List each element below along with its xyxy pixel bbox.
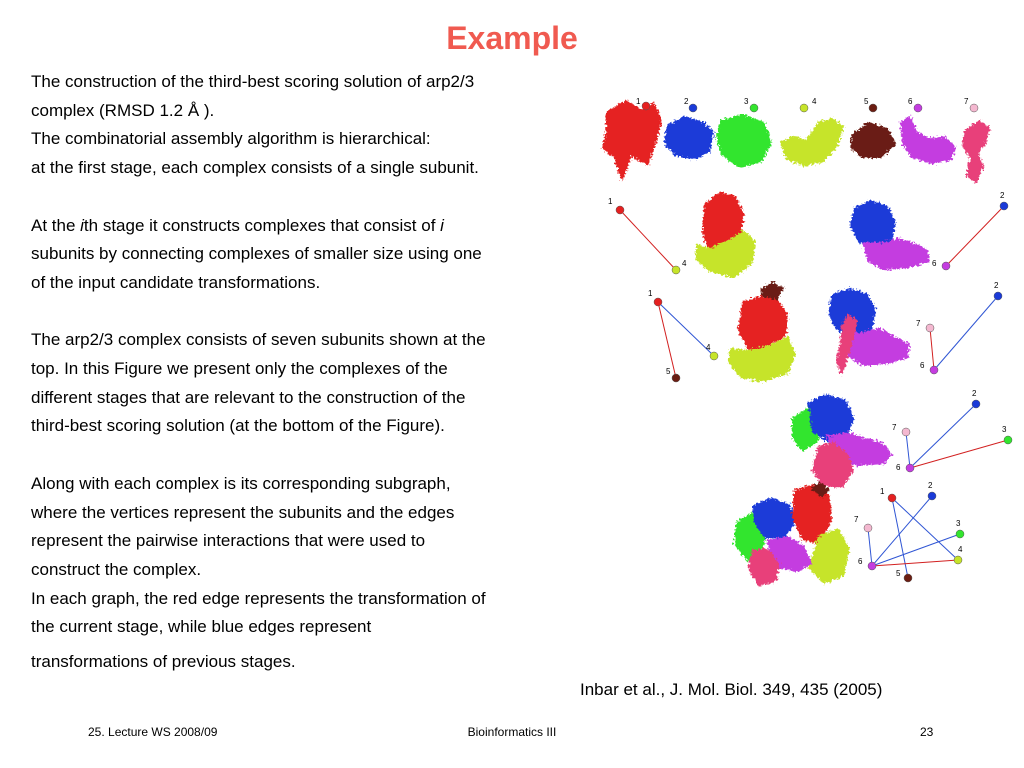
- body-line: different stages that are relevant to the construction of the: [31, 387, 466, 407]
- red-edge: [930, 328, 934, 370]
- node-4: [954, 556, 962, 564]
- row-final-solution: [734, 481, 964, 586]
- node-label: 1: [608, 197, 613, 206]
- node-6: [906, 464, 914, 472]
- body-text-span: th stage it constructs complexes that consist of: [83, 215, 441, 235]
- body-line: subunits by connecting complexes of smaller size using one: [31, 244, 482, 264]
- subunit-4-yellow-green: [780, 118, 844, 166]
- node-5: [869, 104, 877, 112]
- body-line: [31, 212, 571, 241]
- node-label: 7: [854, 515, 859, 524]
- blue-edge: [934, 296, 998, 370]
- slide-body: [31, 68, 571, 677]
- body-line: the current stage, while blue edges represent: [31, 617, 372, 637]
- row-stage-4: [792, 389, 1012, 488]
- body-line: In each graph, the red edge represents the transformation of: [31, 588, 486, 608]
- graph-2-3-6-7: [892, 389, 1012, 472]
- subunit-3-green: [716, 114, 772, 168]
- node-label: 2: [684, 97, 689, 106]
- node-6: [868, 562, 876, 570]
- complex-2-6-7: [828, 288, 910, 376]
- paragraph-gap: [31, 441, 571, 470]
- body-line: of the input candidate transformations.: [31, 272, 321, 292]
- footer-lecture: 25. Lecture WS 2008/09: [88, 725, 218, 739]
- subunit-6-purple: [900, 116, 956, 164]
- subunit-1-red: [602, 100, 662, 182]
- node-3: [956, 530, 964, 538]
- graph-1-4: [608, 197, 687, 274]
- node-label: 4: [958, 545, 963, 554]
- row-stage-3: [648, 281, 1002, 382]
- body-line: third-best scoring solution (at the bottom of the Figure).: [31, 416, 445, 436]
- graph-2-6: [932, 191, 1008, 270]
- node-label: 5: [864, 97, 869, 106]
- citation: Inbar et al., J. Mol. Biol. 349, 435 (2005): [580, 680, 883, 699]
- paragraph-gap: [31, 183, 571, 212]
- slide-title: Example: [446, 20, 578, 56]
- paragraph-gap: [31, 298, 571, 327]
- node-3: [1004, 436, 1012, 444]
- node-2: [972, 400, 980, 408]
- node-label: 1: [648, 289, 653, 298]
- node-5: [672, 374, 680, 382]
- node-label: 6: [858, 557, 863, 566]
- node-2: [689, 104, 697, 112]
- node-7: [864, 524, 872, 532]
- red-edge: [946, 206, 1004, 266]
- graph-2-6-7: [916, 281, 1002, 374]
- complex-2-3-6-7: [792, 394, 892, 488]
- italic-i: i: [80, 215, 84, 235]
- node-label: 4: [706, 343, 711, 352]
- body-line: construct the complex.: [31, 559, 202, 579]
- node-label: 6: [920, 361, 925, 370]
- node-label: 3: [1002, 425, 1007, 434]
- node-label: 3: [956, 519, 961, 528]
- node-label: 7: [964, 97, 969, 106]
- body-line: Along with each complex is its corresponding subgraph,: [31, 473, 451, 493]
- footer-course: Bioinformatics III: [467, 725, 557, 739]
- node-label: 2: [994, 281, 999, 290]
- node-label: 2: [1000, 191, 1005, 200]
- blue-edge: [906, 432, 910, 468]
- node-1: [888, 494, 896, 502]
- body-line: complex (RMSD 1.2 Å ).: [31, 100, 215, 120]
- subunit-5-brown: [850, 122, 896, 158]
- node-6: [914, 104, 922, 112]
- node-label: 6: [908, 97, 913, 106]
- body-line: at the first stage, each complex consists of a single subunit.: [31, 158, 479, 178]
- node-6: [942, 262, 950, 270]
- graph-full: [854, 481, 964, 582]
- node-2: [994, 292, 1002, 300]
- red-edge: [620, 210, 676, 270]
- node-2: [928, 492, 936, 500]
- body-line: represent the pairwise interactions that were used to: [31, 531, 426, 551]
- node-1: [654, 298, 662, 306]
- body-line: The arp2/3 complex consists of seven subunits shown at the: [31, 330, 486, 350]
- node-4: [800, 104, 808, 112]
- node-4: [710, 352, 718, 360]
- node-7: [970, 104, 978, 112]
- node-label: 7: [892, 423, 897, 432]
- complex-1-4-5: [728, 282, 796, 382]
- node-4: [672, 266, 680, 274]
- blue-edge: [868, 528, 872, 566]
- blue-edge: [892, 498, 958, 560]
- blue-edge: [892, 498, 908, 578]
- body-line: transformations of previous stages.: [31, 652, 296, 672]
- node-label: 6: [896, 463, 901, 472]
- body-line: The combinatorial assembly algorithm is hierarchical:: [31, 129, 431, 149]
- node-2: [1000, 202, 1008, 210]
- body-text-span: At the: [31, 215, 81, 235]
- node-5: [904, 574, 912, 582]
- node-label: 6: [932, 259, 937, 268]
- complex-2-6: [850, 200, 930, 270]
- complex-full: [734, 482, 850, 586]
- node-7: [902, 428, 910, 436]
- node-label: 5: [666, 367, 671, 376]
- complex-1-4: [696, 192, 756, 278]
- node-label: 4: [682, 259, 687, 268]
- node-label: 1: [880, 487, 885, 496]
- node-7: [926, 324, 934, 332]
- row-single-subunits: [602, 97, 990, 184]
- node-label: 1: [636, 97, 641, 106]
- assembly-figure: [592, 92, 1024, 602]
- subunit-2-blue: [664, 116, 714, 160]
- body-line: The construction of the third-best scoring solution of arp2/3: [31, 72, 475, 91]
- body-line: top. In this Figure we present only the complexes of the: [31, 359, 448, 378]
- body-line: where the vertices represent the subunits and the edges: [31, 502, 455, 522]
- node-label: 2: [972, 389, 977, 398]
- row-stage-2: [608, 191, 1008, 278]
- node-1: [642, 102, 650, 110]
- node-1: [616, 206, 624, 214]
- node-label: 4: [812, 97, 817, 106]
- node-label: 5: [896, 569, 901, 578]
- node-3: [750, 104, 758, 112]
- italic-i: i: [440, 215, 444, 235]
- node-label: 2: [928, 481, 933, 490]
- node-label: 7: [916, 319, 921, 328]
- node-6: [930, 366, 938, 374]
- subunit-7-pink: [962, 120, 990, 184]
- graph-1-4-5: [648, 289, 718, 382]
- node-label: 3: [744, 97, 749, 106]
- footer-page-number: 23: [920, 725, 934, 739]
